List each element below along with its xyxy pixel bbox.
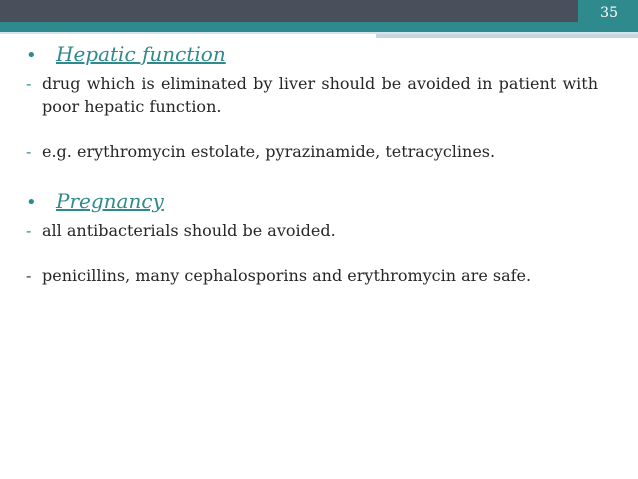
list-item-text: all antibacterials should be avoided. bbox=[42, 221, 336, 240]
section-heading-hepatic bbox=[26, 42, 598, 66]
section-heading-pregnancy bbox=[26, 189, 598, 213]
dash-marker: - bbox=[26, 266, 32, 285]
bullet-icon: • bbox=[26, 192, 37, 213]
top-banner-stripe-right bbox=[376, 34, 638, 38]
dash-marker: - bbox=[26, 142, 32, 161]
slide-content bbox=[26, 42, 598, 287]
list-item bbox=[26, 264, 598, 287]
top-banner bbox=[0, 0, 638, 22]
bullet-icon: • bbox=[26, 45, 37, 66]
list-item-text: e.g. erythromycin estolate, pyrazinamide, tetracyclines. bbox=[42, 142, 496, 161]
section-heading-text: Pregnancy bbox=[56, 189, 164, 213]
slide-number: 35 bbox=[600, 5, 618, 21]
list-item bbox=[26, 72, 598, 118]
list-item bbox=[26, 140, 598, 163]
list-item bbox=[26, 219, 598, 242]
dash-marker: - bbox=[26, 74, 32, 93]
dash-marker: - bbox=[26, 221, 32, 240]
list-item-text: drug which is eliminated by liver should be avoided in patient with poor hepatic function. bbox=[42, 74, 598, 116]
section-heading-text: Hepatic function bbox=[56, 42, 226, 66]
top-banner-accent bbox=[0, 22, 638, 32]
list-item-text: penicillins, many cephalosporins and erythromycin are safe. bbox=[42, 266, 532, 285]
